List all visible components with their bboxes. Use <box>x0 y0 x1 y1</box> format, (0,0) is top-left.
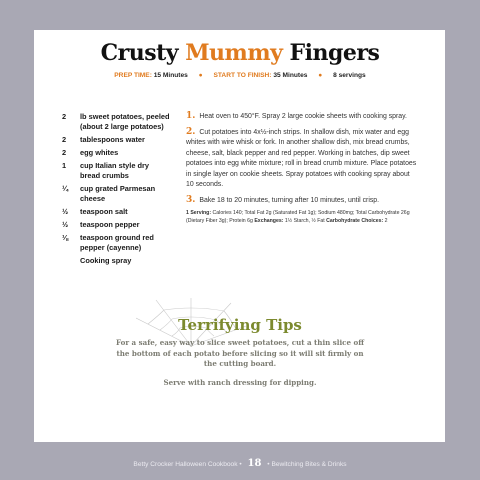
servings: 8 servings <box>333 72 366 79</box>
ingredient-text: egg whites <box>80 147 119 157</box>
ingredient-qty: ½ <box>62 206 69 216</box>
finish-time-value: 35 Minutes <box>273 72 308 79</box>
tip-text: Serve with ranch dressing for dipping. <box>163 377 317 387</box>
prep-time-value: 15 Minutes <box>153 72 188 79</box>
ingredient-item <box>60 112 170 131</box>
recipe-meta <box>0 72 480 79</box>
chapter-title: Bewitching Bites & Drinks <box>271 461 347 468</box>
step-text: Cut potatoes into 4x½-inch strips. In shallow dish, mix water and egg whites with wire whisk or fork. In another shallow dish, mix bread crumbs, cheese, salt, black pepper and red pepper. Working in batches, dip sweet potatoes into egg white mixture; roll in bread crumb mixture. Place potatoes in single layer on cookie sheets. Spray potatoes with cooking spray about 10 seconds. <box>186 128 417 188</box>
ingredient-item <box>60 256 170 266</box>
ingredient-qty: 1 <box>62 161 67 171</box>
page-number: 18 <box>247 458 262 469</box>
tips-section <box>110 338 370 396</box>
ingredient-qty: ½ <box>62 219 69 229</box>
title-accent-word: Mummy <box>185 40 283 66</box>
finish-time-label: START TO FINISH: <box>213 72 272 79</box>
step-text: Bake 18 to 20 minutes, turning after 10 minutes, until crisp. <box>199 196 380 204</box>
ingredient-item <box>60 220 170 230</box>
ingredient-item <box>60 184 170 203</box>
directions <box>186 111 418 225</box>
ingredient-qty: 2 <box>62 112 67 121</box>
ingredient-list <box>60 112 170 269</box>
ingredient-text: cup grated Parmesan cheese <box>80 183 156 203</box>
tips-title: Terrifying Tips <box>178 316 302 334</box>
step-number: 1. <box>186 111 196 121</box>
step-number: 2. <box>186 126 196 137</box>
ingredient-qty: ⅛ <box>62 233 69 243</box>
page-footer <box>0 458 480 469</box>
ingredient-item <box>60 135 170 145</box>
direction-step <box>186 111 418 123</box>
nutrition-info: 1 Serving: Calories 140; Total Fat 2g (Saturated Fat 1g); Sodium 480mg; Total Carbohydrate 26g (Dietary Fiber 3g); Protein 6g Exchanges: 1½ Starch, ½ Fat Carbohydrate Choices: 2 <box>186 210 410 224</box>
tip-text: For a safe, easy way to slice sweet potatoes, cut a thin slice off the bottom of each potato before slicing so it will sit firmly on the cutting board. <box>115 338 365 368</box>
ingredient-qty: ¼ <box>62 183 69 193</box>
direction-step <box>186 127 418 191</box>
separator-dot: ● <box>198 72 203 79</box>
ingredient-qty: 2 <box>62 134 67 144</box>
step-number: 3. <box>186 194 196 205</box>
ingredient-item <box>60 148 170 158</box>
ingredient-item <box>60 233 170 252</box>
step-text: Heat oven to 450°F. Spray 2 large cookie sheets with cooking spray. <box>199 113 407 120</box>
ingredient-text: teaspoon salt <box>80 206 128 216</box>
ingredient-item <box>60 161 170 180</box>
ingredient-text: tablespoons water <box>80 134 145 144</box>
ingredient-item <box>60 207 170 217</box>
ingredient-qty <box>60 256 80 266</box>
separator-dot: • <box>267 461 270 468</box>
ingredient-text: Cooking spray <box>80 255 132 265</box>
separator-dot: • <box>239 461 242 468</box>
separator-dot: ● <box>318 72 323 79</box>
ingredient-text: teaspoon pepper <box>80 219 140 229</box>
direction-step <box>186 195 418 207</box>
recipe-title: Crusty Mummy Fingers <box>100 40 380 66</box>
ingredient-qty: 2 <box>62 147 67 157</box>
prep-time-label: PREP TIME: <box>114 72 152 79</box>
ingredient-text: teaspoon ground red pepper (cayenne) <box>80 233 154 252</box>
book-title: Betty Crocker Halloween Cookbook <box>133 461 238 468</box>
ingredient-text: lb sweet potatoes, peeled (about 2 large potatoes) <box>80 112 170 131</box>
ingredient-text: cup Italian style dry bread crumbs <box>80 161 150 180</box>
